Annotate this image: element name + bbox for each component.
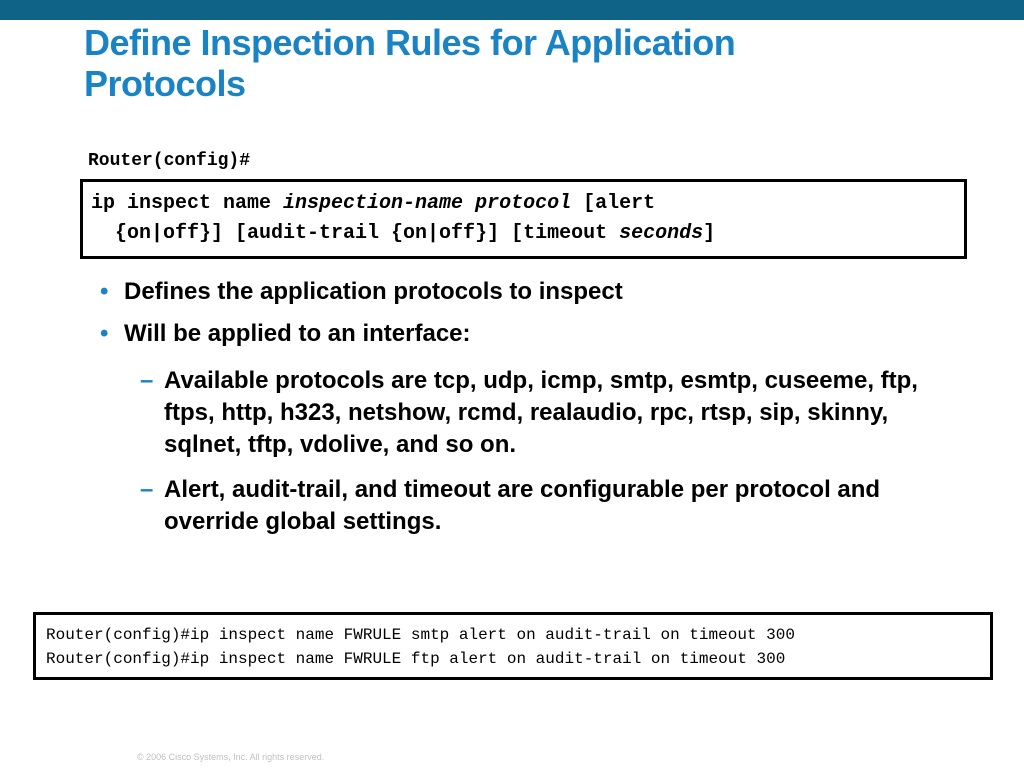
syntax-line-2 bbox=[91, 222, 715, 245]
title-line-1: Define Inspection Rules for Application bbox=[84, 22, 736, 63]
syntax-text: ] bbox=[703, 222, 716, 245]
syntax-text: [alert bbox=[571, 192, 656, 215]
sub-bullet-text: Alert, audit-trail, and timeout are configurable per protocol and override global settings. bbox=[164, 476, 881, 535]
bullet-icon: • bbox=[100, 320, 109, 347]
bullet-text: Defines the application protocols to inspect bbox=[124, 278, 623, 305]
title-line-2: Protocols bbox=[84, 63, 246, 104]
copyright: © 2006 Cisco Systems, Inc. All rights reserved. bbox=[137, 752, 325, 762]
bullet-item bbox=[100, 276, 623, 308]
sub-bullet-text: Available protocols are tcp, udp, icmp, smtp, esmtp, cuseeme, ftp, ftps, http, h323, netshow, rcmd, realaudio, rpc, rtsp, sip, skinny, sqlnet, tftp, vdolive, and so on. bbox=[164, 367, 918, 458]
example-line-1: Router(config)#ip inspect name FWRULE smtp alert on audit-trail on timeout 300 bbox=[46, 626, 795, 644]
dash-icon: – bbox=[140, 367, 154, 394]
syntax-line-1 bbox=[91, 192, 655, 215]
example-box bbox=[33, 612, 993, 680]
bullet-item bbox=[100, 318, 471, 350]
syntax-box bbox=[80, 179, 967, 259]
top-bar bbox=[0, 0, 1024, 20]
syntax-text: {on|off}] [audit-trail {on|off}] [timeout bbox=[91, 222, 620, 245]
syntax-text: ip inspect name bbox=[91, 192, 284, 215]
dash-icon: – bbox=[140, 476, 154, 503]
syntax-argument: seconds bbox=[619, 222, 704, 245]
syntax-argument: inspection-name protocol bbox=[283, 192, 572, 215]
example-line-2: Router(config)#ip inspect name FWRULE ftp alert on audit-trail on timeout 300 bbox=[46, 650, 786, 668]
syntax-prompt: Router(config)# bbox=[88, 151, 251, 171]
bullet-text: Will be applied to an interface: bbox=[124, 320, 471, 347]
bullet-icon: • bbox=[100, 278, 109, 305]
slide-title bbox=[84, 22, 984, 104]
